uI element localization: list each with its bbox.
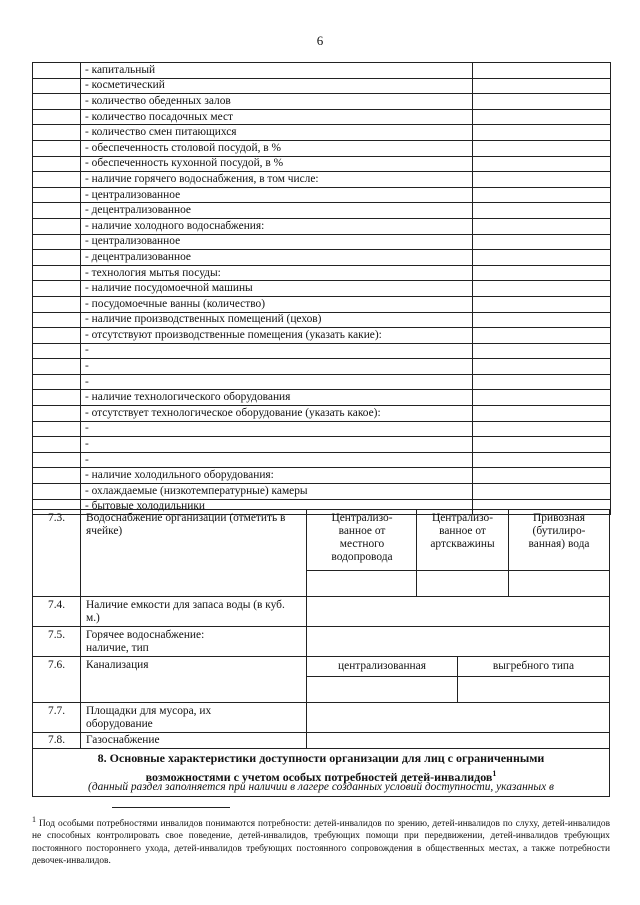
row-label: -: [81, 343, 473, 359]
row-value-cell[interactable]: [473, 468, 611, 484]
row-value-cell[interactable]: [473, 359, 611, 375]
row-7-3-option-1: Централизо-ванное от местного водопровода: [331, 512, 393, 563]
row-num-cell: [33, 406, 81, 422]
row-value-cell[interactable]: [473, 140, 611, 156]
row-7-6-check-cell-1[interactable]: [306, 676, 458, 703]
row-7-5-label: Горячее водоснабжение: наличие, тип: [86, 629, 205, 654]
list-row: [33, 343, 611, 359]
row-value-cell[interactable]: [473, 296, 611, 312]
row-num-cell: [33, 437, 81, 453]
row-value-cell[interactable]: [473, 374, 611, 390]
list-row: [33, 484, 611, 500]
footnote-separator: [112, 807, 230, 808]
list-row: [33, 140, 611, 156]
row-7-6-check-cell-2[interactable]: [457, 676, 610, 703]
row-num-cell: [33, 296, 81, 312]
row-7-7-value-cell[interactable]: [306, 702, 610, 733]
row-value-cell[interactable]: [473, 281, 611, 297]
row-label: - количество смен питающихся: [81, 125, 473, 141]
section-8-title: [32, 751, 610, 785]
footnote-ref[interactable]: 1: [492, 769, 497, 778]
row-7-6-num: 7.6.: [48, 659, 66, 671]
row-label: - отсутствуют производственные помещения (указать какие):: [81, 328, 473, 344]
list-row: [33, 452, 611, 468]
list-row: [33, 468, 611, 484]
list-row: [33, 218, 611, 234]
row-label: - наличие горячего водоснабжения, в том числе:: [81, 172, 473, 188]
row-value-cell[interactable]: [473, 125, 611, 141]
row-7-4-num: 7.4.: [48, 599, 66, 611]
row-7-3-check-cell-3[interactable]: [508, 570, 610, 597]
list-row: [33, 312, 611, 328]
list-row: [33, 125, 611, 141]
row-7-8-num: 7.8.: [48, 734, 66, 746]
row-7-6-label: Канализация: [86, 659, 149, 671]
row-label: - количество посадочных мест: [81, 109, 473, 125]
row-num-cell: [33, 125, 81, 141]
row-num-cell: [33, 359, 81, 375]
row-num-cell: [33, 172, 81, 188]
list-row: [33, 203, 611, 219]
row-value-cell[interactable]: [473, 156, 611, 172]
row-num-cell: [33, 140, 81, 156]
list-row: [33, 437, 611, 453]
row-value-cell[interactable]: [473, 437, 611, 453]
catering-list-table: [32, 62, 611, 515]
row-label: - отсутствует технологическое оборудование (указать какое):: [81, 406, 473, 422]
row-7-8-value-cell[interactable]: [306, 732, 610, 749]
section-8-title-line-2: возможностями с учетом особых потребностей детей-инвалидов$^1$: [145, 769, 497, 784]
row-label: -: [81, 437, 473, 453]
list-row: [33, 390, 611, 406]
row-label: -: [81, 421, 473, 437]
row-num-cell: [33, 281, 81, 297]
row-value-cell[interactable]: [473, 250, 611, 266]
row-num-cell: [33, 328, 81, 344]
row-num-cell: [33, 390, 81, 406]
list-row: [33, 296, 611, 312]
row-label: - наличие холодильного оборудования:: [81, 468, 473, 484]
row-num-cell: [33, 468, 81, 484]
row-num-cell: [33, 156, 81, 172]
list-row: [33, 63, 611, 79]
row-label: -: [81, 452, 473, 468]
row-label: - количество обеденных залов: [81, 94, 473, 110]
row-label: - централизованное: [81, 234, 473, 250]
row-num-cell: [33, 78, 81, 94]
row-value-cell[interactable]: [473, 421, 611, 437]
row-value-cell[interactable]: [473, 94, 611, 110]
list-row: [33, 187, 611, 203]
row-7-3-option-2: Централизо-ванное от артскважины: [430, 512, 495, 550]
list-row: [33, 328, 611, 344]
row-num-cell: [33, 250, 81, 266]
row-label: - наличие технологического оборудования: [81, 390, 473, 406]
section-8-note: (данный раздел заполняется при наличии в лагере созданных условий доступности, указанных в: [88, 781, 554, 793]
row-num-cell: [33, 374, 81, 390]
row-value-cell[interactable]: [473, 312, 611, 328]
row-label: - децентрализованное: [81, 250, 473, 266]
row-num-cell: [33, 265, 81, 281]
row-7-3-check-cell-2[interactable]: [416, 570, 509, 597]
row-7-5-value-cell[interactable]: [306, 626, 610, 657]
footnote-text: Под особыми потребностями инвалидов понимаются потребности: детей-инвалидов по зрению, детей-инвалидов по слуху, детей-инвалидов не способных контролировать свое поведение, детей-инвалидов, требующих помощи при передвижении, детей-инвалидов требующих постоянного постороннего ухода, детей-инвалидов требующих постоянного сопровождения в общественных местах, а также потребности девочек-инвалидов.: [32, 819, 611, 866]
list-row: [33, 234, 611, 250]
row-num-cell: [33, 218, 81, 234]
row-label: - охлаждаемые (низкотемпературные) камеры: [81, 484, 473, 500]
row-7-8-label: Газоснабжение: [86, 734, 160, 746]
row-num-cell: [33, 94, 81, 110]
section-8-title-line-1: 8. Основные характеристики доступности организации для лиц с ограниченными: [97, 751, 545, 765]
row-7-4-value-cell[interactable]: [306, 596, 610, 627]
row-7-7-num: 7.7.: [48, 705, 66, 717]
row-num-cell: [33, 343, 81, 359]
row-label: - централизованное: [81, 187, 473, 203]
row-label: - наличие холодного водоснабжения:: [81, 218, 473, 234]
row-label: - наличие производственных помещений (цехов): [81, 312, 473, 328]
row-value-cell[interactable]: [473, 172, 611, 188]
row-num-cell: [33, 484, 81, 500]
row-label: - обеспеченность столовой посудой, в %: [81, 140, 473, 156]
row-value-cell[interactable]: [473, 187, 611, 203]
row-num-cell: [33, 421, 81, 437]
row-label: - косметический: [81, 78, 473, 94]
row-7-6-option-1: централизованная: [338, 660, 426, 672]
footnote-mark: 1: [32, 815, 36, 824]
list-row: [33, 421, 611, 437]
row-label: - обеспеченность кухонной посудой, в %: [81, 156, 473, 172]
row-value-cell[interactable]: [473, 484, 611, 500]
row-value-cell[interactable]: [473, 78, 611, 94]
row-num-cell: [33, 452, 81, 468]
row-7-5-num: 7.5.: [48, 629, 66, 641]
row-7-4-label: Наличие емкости для запаса воды (в куб. м.): [86, 599, 285, 624]
list-row: [33, 359, 611, 375]
row-num-cell: [33, 187, 81, 203]
row-7-6-option-2: выгребного типа: [492, 660, 575, 672]
list-row: [33, 156, 611, 172]
row-num-cell: [33, 312, 81, 328]
row-7-3-num: 7.3.: [48, 512, 66, 524]
row-label: - технология мытья посуды:: [81, 265, 473, 281]
row-value-cell[interactable]: [473, 452, 611, 468]
row-7-3-option-3: Привозная (бутилиро-ванная) вода: [528, 512, 590, 550]
list-row: [33, 250, 611, 266]
row-value-cell[interactable]: [473, 109, 611, 125]
footnote: [32, 814, 610, 867]
row-7-7-label: Площадки для мусора, их оборудование: [86, 705, 212, 730]
row-value-cell[interactable]: [473, 63, 611, 79]
row-label: -: [81, 374, 473, 390]
list-row: [33, 172, 611, 188]
row-value-cell[interactable]: [473, 406, 611, 422]
list-row: [33, 281, 611, 297]
row-num-cell: [33, 109, 81, 125]
row-value-cell[interactable]: [473, 265, 611, 281]
row-value-cell[interactable]: [473, 218, 611, 234]
page-number: 6: [316, 33, 324, 48]
row-label: - посудомоечные ванны (количество): [81, 296, 473, 312]
list-row: [33, 265, 611, 281]
row-label: - капитальный: [81, 63, 473, 79]
list-row: [33, 406, 611, 422]
list-row: [33, 374, 611, 390]
row-label: - децентрализованное: [81, 203, 473, 219]
row-value-cell[interactable]: [473, 328, 611, 344]
row-num-cell: [33, 63, 81, 79]
row-label: -: [81, 359, 473, 375]
row-value-cell[interactable]: [473, 203, 611, 219]
row-value-cell[interactable]: [473, 390, 611, 406]
row-value-cell[interactable]: [473, 343, 611, 359]
row-7-3-label: Водоснабжение организации (отметить в ячейке): [86, 512, 286, 537]
list-row: [33, 78, 611, 94]
list-row: [33, 109, 611, 125]
row-value-cell[interactable]: [473, 234, 611, 250]
row-label: - наличие посудомоечной машины: [81, 281, 473, 297]
row-7-3-check-cell-1[interactable]: [306, 570, 417, 597]
row-num-cell: [33, 234, 81, 250]
row-num-cell: [33, 203, 81, 219]
row-label: - бытовые холодильники: [81, 499, 473, 515]
list-row: [33, 94, 611, 110]
